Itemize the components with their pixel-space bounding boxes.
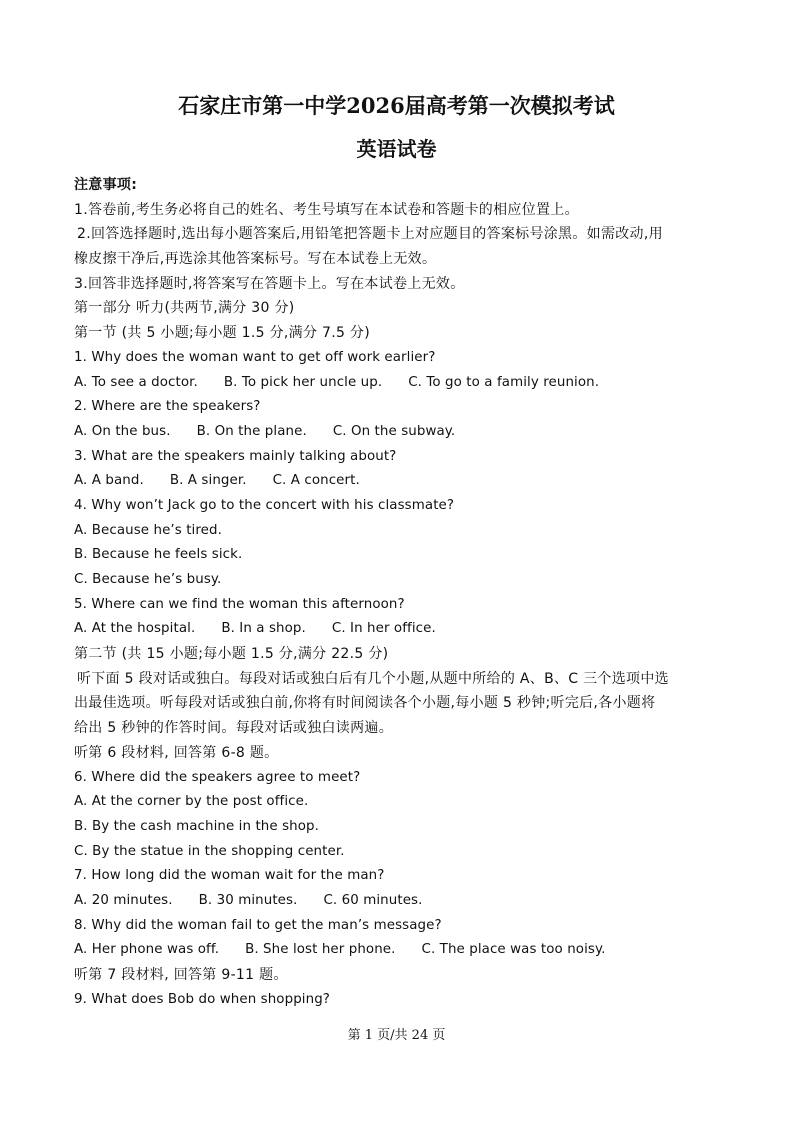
note-1: 1.答卷前,考生务必将自己的姓名、考生号填写在本试卷和答题卡的相应位置上。 <box>74 201 579 218</box>
question-1-options <box>74 371 734 396</box>
note-3: 3.回答非选择题时,将答案写在答题卡上。写在本试卷上无效。 <box>74 275 465 292</box>
material-6-heading: 听第 6 段材料, 回答第 6-8 题。 <box>74 744 279 761</box>
part1-heading: 第一部分 听力(共两节,满分 30 分) <box>74 300 295 317</box>
q6-option-b: B. By the cash machine in the shop. <box>74 818 319 834</box>
q4-option-a: A. Because he’s tired. <box>74 522 222 538</box>
note-2-line-1: 2.回答选择题时,选出每小题答案后,用铅笔把答题卡上对应题目的答案标号涂黑。如需改动,用 <box>77 226 663 243</box>
question-5-options <box>74 617 734 642</box>
question-2-options <box>74 420 734 445</box>
question-5-stem: 5. Where can we find the woman this afternoon? <box>74 596 405 612</box>
q8-option-b: B. She lost her phone. <box>245 942 396 958</box>
q4-option-b: B. Because he feels sick. <box>74 547 243 563</box>
q5-option-b: B. In a shop. <box>221 621 306 637</box>
q7-option-a: A. 20 minutes. <box>74 892 173 908</box>
q4-option-c: C. Because he’s busy. <box>74 572 222 587</box>
exam-body <box>74 173 734 1012</box>
note-2-line-2: 橡皮擦干净后,再选涂其他答案标号。写在本试卷上无效。 <box>74 251 437 268</box>
section2-instruction-2: 出最佳选项。听每段对话或独白前,你将有时间阅读各个小题,每小题 5 秒钟;听完后,各小题将 <box>74 695 656 712</box>
q3-option-c: C. A concert. <box>272 473 360 489</box>
section1-heading: 第一节 (共 5 小题;每小题 1.5 分,满分 7.5 分) <box>74 325 370 342</box>
material-7-heading: 听第 7 段材料, 回答第 9-11 题。 <box>74 967 288 983</box>
q2-option-b: B. On the plane. <box>196 423 307 439</box>
question-4-stem: 4. Why won’t Jack go to the concert with his classmate? <box>74 497 455 513</box>
question-1-stem: 1. Why does the woman want to get off work earlier? <box>74 349 436 365</box>
section2-heading: 第二节 (共 15 小题;每小题 1.5 分,满分 22.5 分) <box>74 646 389 663</box>
question-7-options <box>74 889 734 914</box>
question-9-stem: 9. What does Bob do when shopping? <box>74 991 331 1007</box>
q2-option-a: A. On the bus. <box>74 423 171 439</box>
q5-option-a: A. At the hospital. <box>74 621 196 637</box>
q1-option-b: B. To pick her uncle up. <box>223 374 383 390</box>
q5-option-c: C. In her office. <box>331 621 436 637</box>
page-number: 第 1 页/共 24 页 <box>347 1028 446 1043</box>
q3-option-a: A. A band. <box>74 473 144 489</box>
q7-option-b: B. 30 minutes. <box>198 892 298 908</box>
question-2-stem: 2. Where are the speakers? <box>74 399 261 415</box>
q6-option-c: C. By the statue in the shopping center. <box>74 843 345 859</box>
q2-option-c: C. On the subway. <box>332 423 456 439</box>
page-title: 石家庄市第一中学2026届高考第一次模拟考试 <box>178 93 615 118</box>
q8-option-a: A. Her phone was off. <box>74 942 220 958</box>
section2-instruction-1: 听下面 5 段对话或独白。每段对话或独白后有几个小题,从题中所给的 A、B、C 三个选项中选 <box>77 670 669 687</box>
question-3-options <box>74 469 734 494</box>
q3-option-b: B. A singer. <box>169 473 247 489</box>
q8-option-c: C. The place was too noisy. <box>421 942 606 958</box>
page-subtitle: 英语试卷 <box>356 137 437 161</box>
question-8-options <box>74 938 734 963</box>
q1-option-c: C. To go to a family reunion. <box>408 374 600 390</box>
q6-option-a: A. At the corner by the post office. <box>74 794 309 810</box>
question-3-stem: 3. What are the speakers mainly talking about? <box>74 448 397 464</box>
question-6-stem: 6. Where did the speakers agree to meet? <box>74 769 361 785</box>
notes-heading: 注意事项: <box>74 177 138 193</box>
question-8-stem: 8. Why did the woman fail to get the man’s message? <box>74 917 442 933</box>
q1-option-a: A. To see a doctor. <box>74 374 198 390</box>
q7-option-c: C. 60 minutes. <box>323 892 423 908</box>
section2-instruction-3: 给出 5 秒钟的作答时间。每段对话或独白读两遍。 <box>74 720 394 737</box>
question-7-stem: 7. How long did the woman wait for the man? <box>74 868 385 884</box>
